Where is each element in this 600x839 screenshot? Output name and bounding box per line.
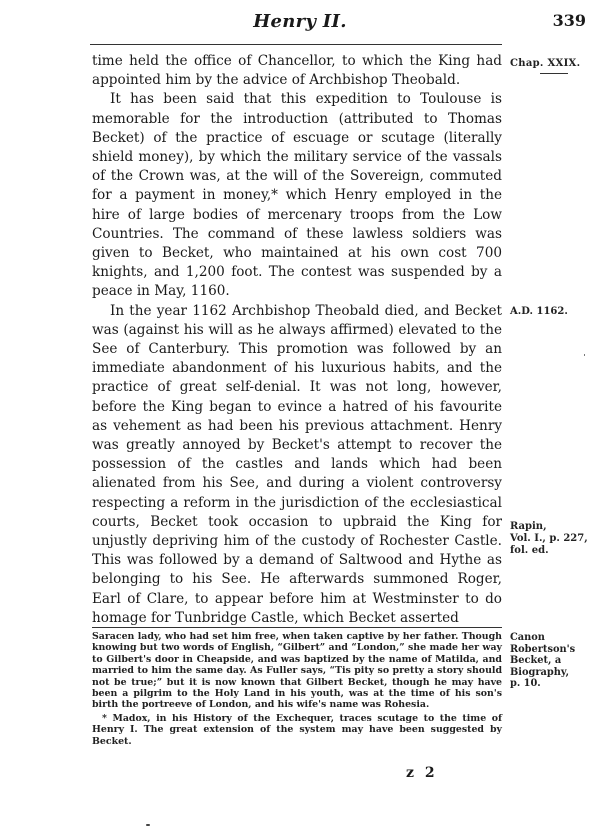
header-rule [90, 44, 502, 45]
footnote-continued: Saracen lady, who had set him free, when taken captive by her father. Though knowing but two words of English, “Gilbert” and “London,” she made her way to Gilbert's door in Cheapside, and was baptized by the name of Matilda, and married to him the same day. As Fuller says, “Tis pity so pretty a story should not be true;” but it is now known that Gilbert Becket, though he may have been a pilgrim to the Holy Land in his youth, was at the time of his son's birth the portreeve of London, and his wife's name was Rohesia. [92, 631, 502, 711]
margin-rapin-line: Rapin, [510, 521, 547, 532]
signature-mark: z 2 [406, 765, 438, 781]
margin-rapin-line: Vol. I., p. 227, [510, 533, 588, 544]
paragraph: It has been said that this expedition to Toulouse is memorable for the introduction (attributed to Thomas Becket) of the practice of escuage or scutage (literally shield money), by which the military service of the vassals of the Crown was, at the will of the Sovereign, commuted for a payment in money,* which Henry employed in the hire of large bodies of mercenary troops from the Low Countries. The command of these lawless soldiers was given to Becket, who maintained at his own cost 700 knights, and 1,200 foot. The contest was suspended by a peace in May, 1160. [92, 91, 502, 300]
footnote-madox: * Madox, in his History of the Exchequer, traces scutage to the time of Henry I. The great extension of the system may have been suggested by Becket. [92, 712, 502, 747]
footnote-margin-line: Canon [510, 632, 545, 643]
page-number: 339 [552, 11, 586, 30]
footnote-margin-line: Biography, [510, 666, 570, 678]
main-text [92, 52, 502, 628]
margin-chapter-rule [540, 73, 568, 74]
ink-speck [584, 354, 585, 356]
footnote-margin-line: Becket, a [510, 655, 562, 667]
footnote-margin-line: Robertson's [510, 643, 576, 655]
footnotes [92, 631, 502, 749]
paragraph: In the year 1162 Archbishop Theobald died, and Becket was (against his will as he always affirmed) elevated to the See of Canterbury. This promotion was followed by an immediate abandonment of his luxurious habits, and the practice of great self-denial. It was not long, however, before the King began to evince a hatred of his favourite as vehement as had been his previous attachment. Henry was greatly annoyed by Becket's attempt to recover the possession of the castles and lands which had been alienated from his See, and during a violent controversy respecting a reform in the jurisdiction of the ecclesiastical courts, Becket took occasion to upbraid the King for unjustly depriving him of the custody of Rochester Castle. This was followed by a demand of Saltwood and Hythe as belonging to his See. He afterwards summoned Roger, Earl of Clare, to appear before him at Westminster to do homage for Tunbridge Castle, which Becket asserted [92, 302, 502, 626]
footnote-margin-note [510, 632, 590, 690]
running-title: Henry II. [253, 11, 347, 32]
footnote-margin-line: p. 10. [510, 678, 541, 690]
margin-rapin-note [510, 521, 590, 557]
margin-date-note: A.D. 1162. [510, 306, 568, 317]
margin-chapter-note: Chap. XXIX. [510, 58, 581, 69]
paragraph: time held the office of Chancellor, to which the King had appointed him by the advice of Archbishop Theobald. [92, 53, 502, 89]
margin-rapin-line: fol. ed. [510, 545, 549, 556]
ink-speck [146, 824, 150, 826]
footnote-rule [92, 627, 502, 628]
